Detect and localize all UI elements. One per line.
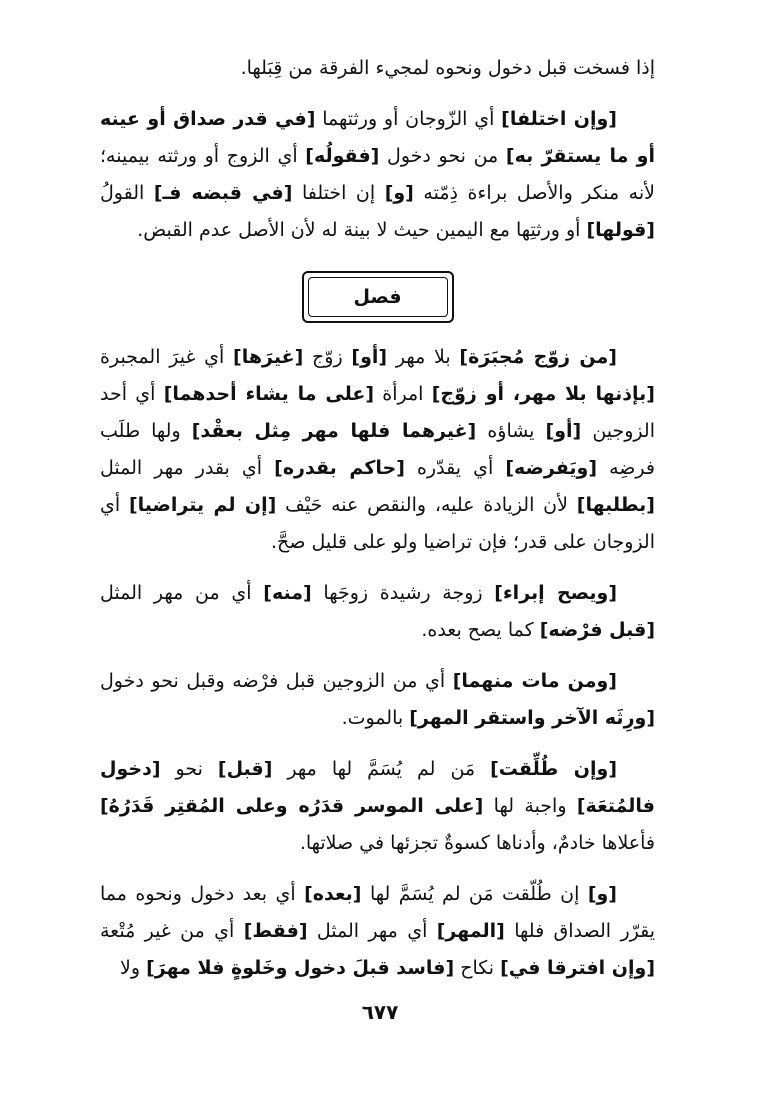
sharh-text-segment: إذا فسخت قبل دخول ونحوه لمجيء الفرقة من قِبَلها. bbox=[240, 57, 655, 79]
paragraph bbox=[100, 575, 655, 649]
sharh-text-segment: إن اختلفا bbox=[292, 182, 385, 204]
sharh-text-segment: أي الزوجان على قدر؛ فإن تراضيا ولو على قليل صحَّ. bbox=[100, 494, 655, 553]
matn-text-segment: [وإن اختلفا] bbox=[501, 108, 617, 130]
matn-text-segment: [قولها] bbox=[586, 219, 655, 241]
sharh-text-segment: من نحو دخول bbox=[379, 145, 506, 167]
matn-text-segment: [وإن طُلِّقت] bbox=[490, 758, 618, 780]
sharh-text-segment: أي بقدر مهر المثل bbox=[100, 457, 275, 479]
sharh-text-segment: يشاؤه bbox=[476, 420, 546, 442]
text-block-after-heading bbox=[100, 339, 655, 987]
sharh-text-segment: أي الزوج أو ورثته بيمينه؛ لأنه منكر والأصل براءة ذِمّته bbox=[100, 145, 655, 204]
matn-text-segment: [ومن مات منهما] bbox=[452, 670, 617, 692]
page-body bbox=[100, 50, 655, 1001]
matn-text-segment: [بعده] bbox=[304, 883, 362, 905]
sharh-text-segment: كما يصح بعده. bbox=[421, 619, 540, 641]
sharh-text-segment: أي من مهر المثل bbox=[100, 582, 264, 604]
sharh-text-segment: أي غيرَ المجبرة bbox=[100, 346, 234, 368]
sharh-text-segment: أي يقدّره bbox=[404, 457, 506, 479]
matn-text-segment: [ويَفرضه] bbox=[505, 457, 598, 479]
text-block-before-heading bbox=[100, 50, 655, 249]
sharh-text-segment: لأن الزيادة عليه، والنقص عنه حَيْف bbox=[276, 494, 577, 516]
paragraph bbox=[100, 50, 655, 87]
matn-text-segment: [غيرهما فلها مهر مِثل بعقْد] bbox=[191, 420, 477, 442]
matn-text-segment: [قبل فرْضه] bbox=[539, 619, 655, 641]
sharh-text-segment: أي من الزوجين قبل فرْضه وقبل نحو دخول bbox=[100, 670, 453, 692]
sharh-text-segment: بالموت. bbox=[341, 707, 410, 729]
matn-text-segment: [منه] bbox=[263, 582, 312, 604]
sharh-text-segment: زوّج bbox=[303, 346, 352, 368]
sharh-text-segment: إن طُلّقت مَن لم يُسَمَّ لها bbox=[361, 883, 588, 905]
matn-text-segment: [ويصح إبراء] bbox=[494, 582, 617, 604]
matn-text-segment: [المهر] bbox=[436, 920, 505, 942]
sharh-text-segment: نكاح bbox=[454, 957, 501, 979]
matn-text-segment: [حاكم بقدره] bbox=[274, 457, 405, 479]
sharh-text-segment: فأعلاها خادمٌ، وأدناها كسوةٌ تجزئها في صلاتها. bbox=[299, 832, 655, 854]
sharh-text-segment: بلا مهر bbox=[387, 346, 460, 368]
sharh-text-segment: نحو bbox=[160, 758, 218, 780]
sharh-text-segment: امرأة bbox=[374, 383, 432, 405]
paragraph bbox=[100, 101, 655, 249]
matn-text-segment: [ورِثَه الآخر واستقر المهر] bbox=[409, 707, 655, 729]
matn-text-segment: [غيرَها] bbox=[233, 346, 304, 368]
matn-text-segment: [فاسد قبلَ دخول وخَلوةٍ فلا مهرَ] bbox=[146, 957, 455, 979]
matn-text-segment: [دخول فالمُتعَة] bbox=[100, 758, 655, 817]
sharh-text-segment: القولُ bbox=[100, 182, 154, 204]
paragraph bbox=[100, 339, 655, 561]
matn-text-segment: [من زوّج مُجبَرَة] bbox=[459, 346, 617, 368]
sharh-text-segment: زوجة رشيدة زوجَها bbox=[311, 582, 495, 604]
matn-text-segment: [قبل] bbox=[217, 758, 273, 780]
matn-text-segment: [على ما يشاء أحدهما] bbox=[163, 383, 375, 405]
paragraph bbox=[100, 876, 655, 987]
matn-text-segment: [في قدر صداق أو عينه أو ما يستقرّ به] bbox=[100, 108, 655, 167]
sharh-text-segment: أي بعد دخول ونحوه مما يقرّر الصداق فلها bbox=[100, 883, 655, 942]
sharh-text-segment: مَن لم يُسَمَّ لها مهر bbox=[272, 758, 491, 780]
matn-text-segment: [إن لم يتراضيا] bbox=[128, 494, 277, 516]
sharh-text-segment: أي مهر المثل bbox=[307, 920, 437, 942]
section-heading: فصل bbox=[308, 277, 448, 317]
page-number: ٦٧٧ bbox=[361, 1000, 399, 1024]
paragraph bbox=[100, 663, 655, 737]
matn-text-segment: [و] bbox=[384, 182, 414, 204]
sharh-text-segment: ولها طلَب فرضِه bbox=[100, 420, 655, 479]
sharh-text-segment: أي من غير مُتْعة bbox=[100, 920, 244, 942]
matn-text-segment: [أو] bbox=[351, 346, 388, 368]
sharh-text-segment: أي الزّوجان أو ورثتهما bbox=[315, 108, 502, 130]
matn-text-segment: [فقط] bbox=[243, 920, 308, 942]
matn-text-segment: [في قبضه فـ] bbox=[153, 182, 293, 204]
matn-text-segment: [بإذنها بلا مهر، أو زوّج] bbox=[431, 383, 655, 405]
matn-text-segment: [و] bbox=[587, 883, 617, 905]
sharh-text-segment: واجبة لها bbox=[483, 795, 577, 817]
sharh-text-segment: أي أحد الزوجين bbox=[100, 383, 655, 442]
matn-text-segment: [فقولُه] bbox=[305, 145, 380, 167]
matn-text-segment: [بطلبها] bbox=[576, 494, 655, 516]
matn-text-segment: [أو] bbox=[545, 420, 582, 442]
matn-text-segment: [وإن افترقا في] bbox=[500, 957, 655, 979]
paragraph bbox=[100, 751, 655, 862]
sharh-text-segment: أو ورثتِها مع اليمين حيث لا بينة له لأن الأصل عدم القبض. bbox=[137, 219, 587, 241]
section-heading-frame bbox=[302, 271, 454, 323]
sharh-text-segment: ولا bbox=[120, 957, 147, 979]
matn-text-segment: [على الموسر قدَرُه وعلى المُقتِر قَدَرُهُ] bbox=[100, 795, 484, 817]
